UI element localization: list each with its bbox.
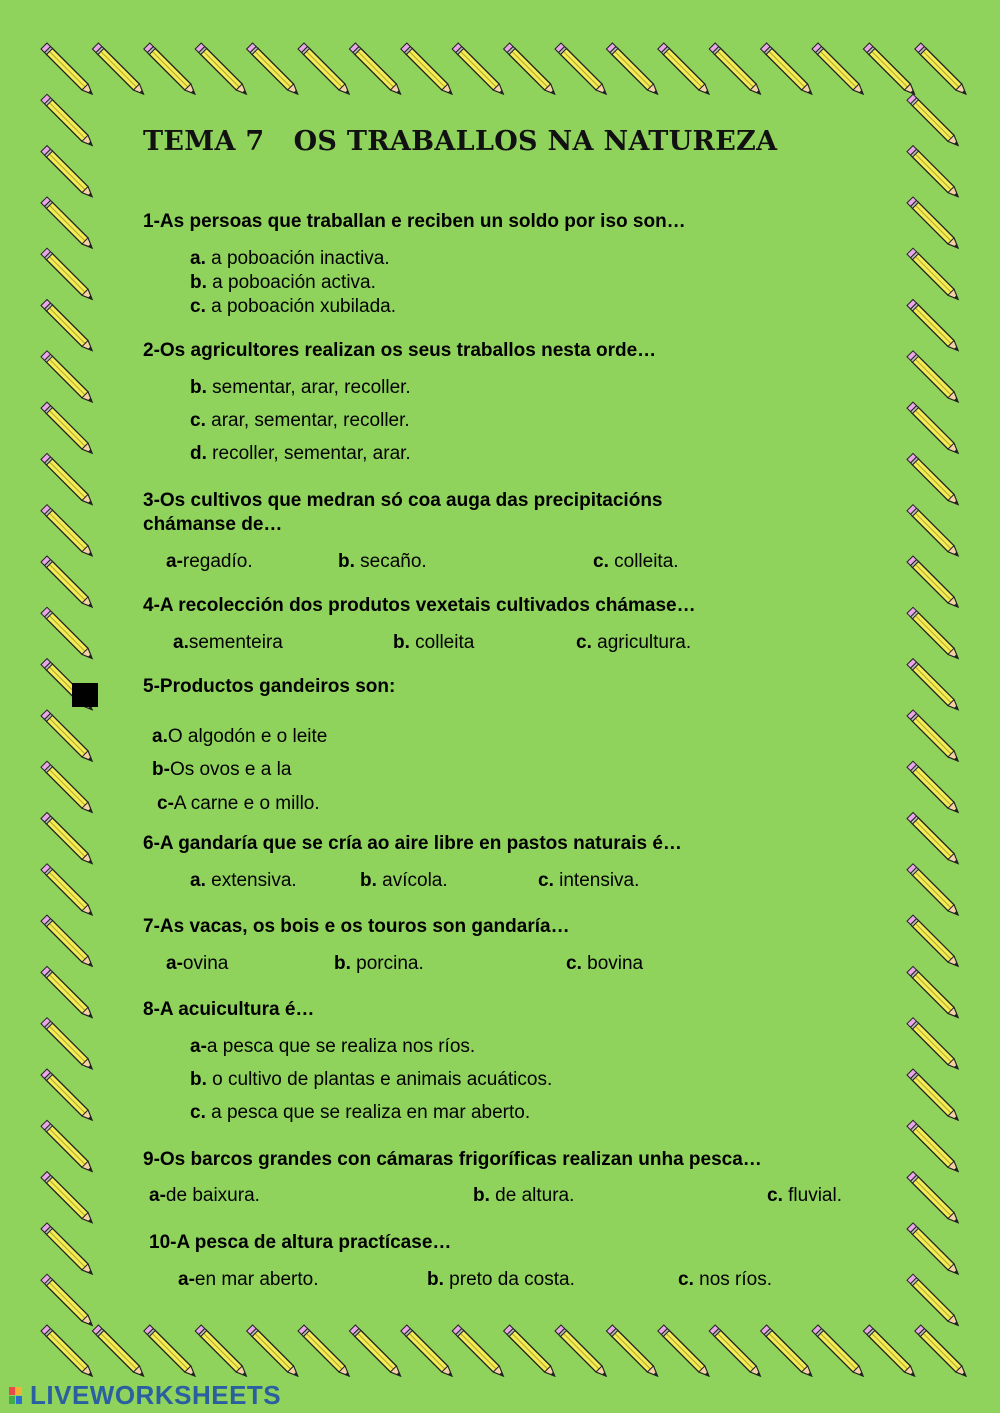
question-4-option-c[interactable] xyxy=(576,631,691,655)
pencil-icon xyxy=(907,1172,958,1223)
pencil-icon xyxy=(907,248,958,299)
option-letter: c. xyxy=(593,551,609,572)
pencil-icon xyxy=(92,43,143,94)
pencil-icon xyxy=(907,94,958,145)
question-5-option-a[interactable] xyxy=(152,725,327,749)
option-letter: a- xyxy=(166,953,183,974)
question-3-option-a[interactable] xyxy=(166,550,253,574)
option-letter: b. xyxy=(190,377,207,398)
question-10-option-b[interactable] xyxy=(427,1268,575,1292)
option-letter: a- xyxy=(178,1269,195,1290)
pencil-icon xyxy=(907,197,958,248)
pencil-icon xyxy=(41,1120,92,1171)
option-text: a pesca que se realiza en mar aberto. xyxy=(205,1102,531,1123)
pencil-icon xyxy=(41,453,92,504)
option-letter: c. xyxy=(678,1269,694,1290)
option-text: a poboación activa. xyxy=(206,272,376,293)
question-8-option-b[interactable] xyxy=(190,1068,552,1092)
question-7-option-b[interactable] xyxy=(334,952,424,976)
pencil-icon xyxy=(41,505,92,556)
option-letter: b. xyxy=(190,272,207,293)
pencil-icon xyxy=(41,966,92,1017)
question-10: 10-A pesca de altura practícase… xyxy=(149,1232,452,1253)
option-text: en mar aberto. xyxy=(194,1269,319,1290)
question-2-option-d[interactable] xyxy=(190,442,411,466)
pencil-icon xyxy=(195,43,246,94)
option-text: de altura. xyxy=(489,1185,575,1206)
option-text: a poboación xubilada. xyxy=(205,296,397,317)
pencil-icon xyxy=(907,915,958,966)
option-text: bovina xyxy=(581,953,644,974)
pencil-icon xyxy=(41,1223,92,1274)
option-text: a poboación inactiva. xyxy=(205,248,390,269)
question-8: 8-A acuicultura é… xyxy=(143,999,315,1020)
pencil-icon xyxy=(907,453,958,504)
pencil-icon xyxy=(812,1325,863,1376)
question-3-option-c[interactable] xyxy=(593,550,679,574)
pencil-icon xyxy=(863,43,914,94)
question-4-option-a[interactable] xyxy=(173,631,283,655)
pencil-icon xyxy=(907,864,958,915)
option-letter: c. xyxy=(190,1102,206,1123)
pencil-icon xyxy=(41,300,92,351)
pencil-icon xyxy=(41,761,92,812)
question-3: 3-Os cultivos que medran só coa auga das precipitacións chámanse de… xyxy=(143,490,663,535)
pencil-icon xyxy=(41,248,92,299)
option-letter: b. xyxy=(190,1069,207,1090)
option-letter: c. xyxy=(767,1185,783,1206)
option-letter: a- xyxy=(149,1185,166,1206)
option-text: agricultura. xyxy=(591,632,692,653)
question-4: 4-A recolección dos produtos vexetais cultivados chámase… xyxy=(143,595,696,616)
pencil-icon xyxy=(349,43,400,94)
question-1-option-b[interactable] xyxy=(190,271,376,295)
pencil-icon xyxy=(907,556,958,607)
option-text: fluvial. xyxy=(782,1185,842,1206)
brand-name: LIVEWORKSHEETS xyxy=(30,1380,282,1410)
option-text: porcina. xyxy=(350,953,424,974)
question-1: 1-As persoas que traballan e reciben un soldo por iso son… xyxy=(143,211,686,232)
pencil-icon xyxy=(915,1325,966,1376)
pencil-icon xyxy=(41,1325,92,1376)
pencil-icon xyxy=(41,1069,92,1120)
option-text: sementeira xyxy=(188,632,283,653)
option-letter: a. xyxy=(190,870,206,891)
pencil-icon xyxy=(907,966,958,1017)
question-7: 7-As vacas, os bois e os touros son gandaría… xyxy=(143,916,570,937)
question-10-option-c[interactable] xyxy=(678,1268,772,1292)
option-text: A carne e o millo. xyxy=(173,793,320,814)
question-3-option-b[interactable] xyxy=(338,550,427,574)
pencil-icon xyxy=(41,556,92,607)
pencil-icon xyxy=(349,1325,400,1376)
question-2-option-c[interactable] xyxy=(190,409,410,433)
pencil-icon xyxy=(41,864,92,915)
option-letter: b. xyxy=(473,1185,490,1206)
option-text: nos ríos. xyxy=(693,1269,773,1290)
question-2: 2-Os agricultores realizan os seus traballos nesta orde… xyxy=(143,340,657,361)
pencil-icon xyxy=(41,94,92,145)
pencil-icon xyxy=(41,1018,92,1069)
option-text: avícola. xyxy=(376,870,448,891)
pencil-icon xyxy=(907,351,958,402)
pencil-icon xyxy=(144,1325,195,1376)
option-letter: c. xyxy=(576,632,592,653)
question-8-option-c[interactable] xyxy=(190,1101,530,1125)
question-6: 6-A gandaría que se cría ao aire libre en pastos naturais é… xyxy=(143,833,682,854)
option-text: sementar, arar, recoller. xyxy=(206,377,411,398)
pencil-icon xyxy=(907,607,958,658)
pencil-icon xyxy=(761,43,812,94)
pencil-icon xyxy=(812,43,863,94)
pencil-icon xyxy=(915,43,966,94)
option-text: preto da costa. xyxy=(443,1269,575,1290)
option-letter: b. xyxy=(393,632,410,653)
pencil-icon xyxy=(41,813,92,864)
pencil-icon xyxy=(907,1069,958,1120)
square-bullet-icon xyxy=(72,683,98,707)
pencil-icon xyxy=(41,146,92,197)
option-text: recoller, sementar, arar. xyxy=(206,443,411,464)
option-letter: a. xyxy=(152,726,168,747)
pencil-icon xyxy=(907,402,958,453)
option-text: Os ovos e a la xyxy=(169,759,292,780)
option-text: colleita xyxy=(409,632,475,653)
option-letter: c. xyxy=(538,870,554,891)
pencil-icon xyxy=(41,402,92,453)
pencil-icon xyxy=(761,1325,812,1376)
pencil-icon xyxy=(709,1325,760,1376)
pencil-icon xyxy=(907,710,958,761)
question-6-option-a[interactable] xyxy=(190,869,297,893)
question-5-option-b[interactable] xyxy=(152,758,291,782)
pencil-icon xyxy=(504,1325,555,1376)
question-4-option-b[interactable] xyxy=(393,631,474,655)
question-6-option-b[interactable] xyxy=(360,869,448,893)
pencil-icon xyxy=(41,710,92,761)
pencil-icon xyxy=(195,1325,246,1376)
option-letter: a. xyxy=(190,248,206,269)
option-letter: b. xyxy=(360,870,377,891)
option-text: de baixura. xyxy=(165,1185,260,1206)
pencil-icon xyxy=(452,1325,503,1376)
pencil-icon xyxy=(298,43,349,94)
pencil-icon xyxy=(41,1274,92,1325)
option-text: extensiva. xyxy=(205,870,297,891)
pencil-icon xyxy=(401,1325,452,1376)
pencil-icon xyxy=(709,43,760,94)
pencil-icon xyxy=(452,43,503,94)
question-8-option-a[interactable] xyxy=(190,1035,475,1059)
pencil-icon xyxy=(907,1274,958,1325)
pencil-icon xyxy=(907,505,958,556)
pencil-icon xyxy=(144,43,195,94)
pencil-icon xyxy=(907,1223,958,1274)
pencil-icon xyxy=(555,1325,606,1376)
question-1-option-c[interactable] xyxy=(190,295,396,319)
question-9-option-b[interactable] xyxy=(473,1184,574,1208)
page-title: TEMA 7 OS TRABALLOS NA NATUREZA xyxy=(143,126,778,157)
pencil-icon xyxy=(907,146,958,197)
pencil-icon xyxy=(247,1325,298,1376)
pencil-icon xyxy=(907,761,958,812)
option-text: ovina xyxy=(182,953,229,974)
option-letter: c- xyxy=(157,793,174,814)
pencil-icon xyxy=(41,607,92,658)
question-9: 9-Os barcos grandes con cámaras frigoríficas realizan unha pesca… xyxy=(143,1149,762,1170)
pencil-icon xyxy=(658,1325,709,1376)
pencil-icon xyxy=(606,43,657,94)
question-10-option-a[interactable] xyxy=(178,1268,318,1292)
pencil-icon xyxy=(907,659,958,710)
pencil-icon xyxy=(41,197,92,248)
option-letter: b- xyxy=(152,759,170,780)
question-9-option-a[interactable] xyxy=(149,1184,260,1208)
option-letter: b. xyxy=(427,1269,444,1290)
pencil-icon xyxy=(555,43,606,94)
pencil-icon xyxy=(907,813,958,864)
pencil-icon xyxy=(41,351,92,402)
question-9-option-c[interactable] xyxy=(767,1184,842,1208)
question-6-option-c[interactable] xyxy=(538,869,639,893)
question-7-option-a[interactable] xyxy=(166,952,228,976)
question-5: 5-Productos gandeiros son: xyxy=(143,676,396,697)
question-7-option-c[interactable] xyxy=(566,952,643,976)
pencil-icon xyxy=(41,915,92,966)
pencil-icon xyxy=(401,43,452,94)
option-letter: c. xyxy=(566,953,582,974)
pencil-icon xyxy=(504,43,555,94)
option-text: regadío. xyxy=(182,551,253,572)
option-text: o cultivo de plantas e animais acuáticos. xyxy=(206,1069,553,1090)
option-letter: b. xyxy=(334,953,351,974)
option-letter: c. xyxy=(190,296,206,317)
liveworksheets-logo-icon xyxy=(8,1386,30,1406)
option-text: O algodón e o leite xyxy=(167,726,328,747)
option-letter: a. xyxy=(173,632,189,653)
option-letter: b. xyxy=(338,551,355,572)
pencil-icon xyxy=(298,1325,349,1376)
option-text: a pesca que se realiza nos ríos. xyxy=(206,1036,476,1057)
pencil-icon xyxy=(907,1120,958,1171)
pencil-icon xyxy=(41,43,92,94)
pencil-icon xyxy=(247,43,298,94)
pencil-icon xyxy=(606,1325,657,1376)
option-letter: c. xyxy=(190,410,206,431)
option-letter: d. xyxy=(190,443,207,464)
pencil-icon xyxy=(907,300,958,351)
pencil-icon xyxy=(907,1018,958,1069)
option-text: secaño. xyxy=(354,551,427,572)
option-text: arar, sementar, recoller. xyxy=(205,410,410,431)
pencil-icon xyxy=(863,1325,914,1376)
option-text: colleita. xyxy=(608,551,679,572)
question-2-option-b[interactable] xyxy=(190,376,411,400)
question-5-option-c[interactable] xyxy=(157,792,320,816)
pencil-icon xyxy=(658,43,709,94)
question-1-option-a[interactable] xyxy=(190,247,390,271)
pencil-icon xyxy=(92,1325,143,1376)
option-letter: a- xyxy=(166,551,183,572)
option-letter: a- xyxy=(190,1036,207,1057)
pencil-icon xyxy=(41,1172,92,1223)
option-text: intensiva. xyxy=(553,870,640,891)
